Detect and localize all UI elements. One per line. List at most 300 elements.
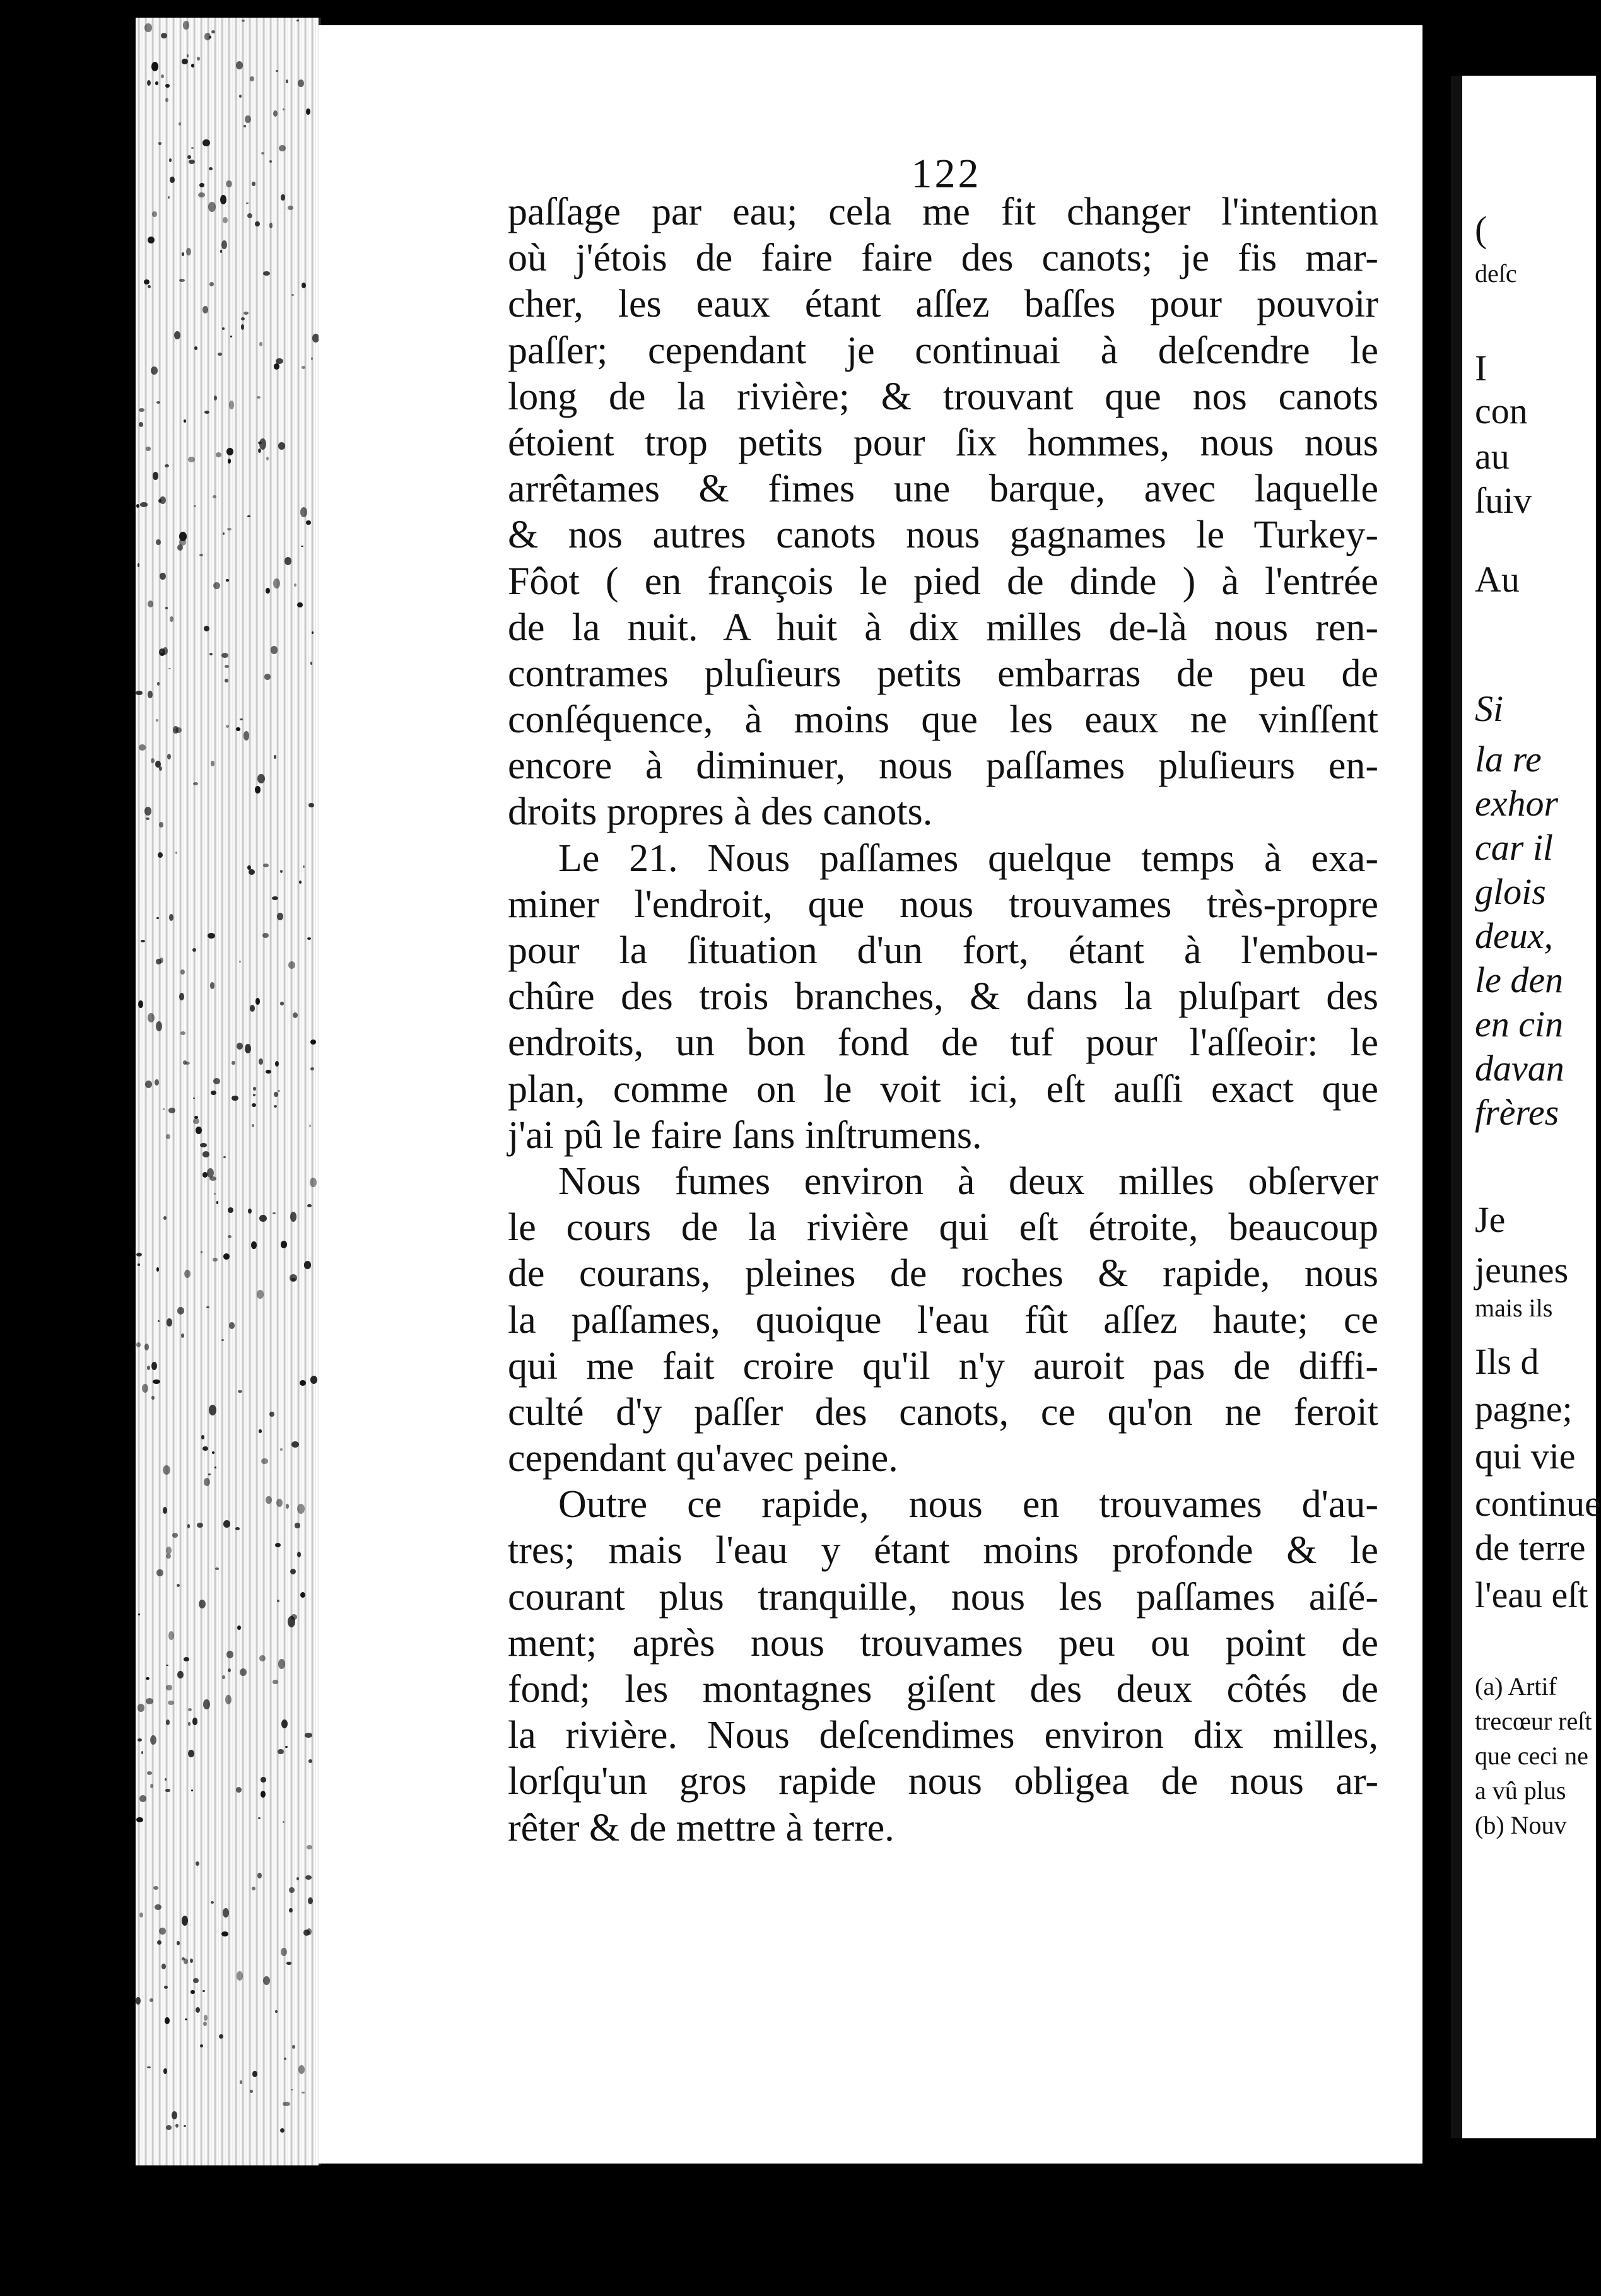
speck bbox=[167, 1318, 172, 1327]
speck bbox=[158, 1320, 160, 1323]
speck bbox=[255, 786, 261, 793]
speck bbox=[148, 691, 153, 698]
speck bbox=[245, 1044, 251, 1054]
speck bbox=[295, 1523, 300, 1528]
speck bbox=[249, 869, 255, 875]
speck bbox=[292, 2045, 295, 2049]
speck bbox=[291, 294, 295, 296]
speck bbox=[302, 366, 305, 369]
speck bbox=[309, 1125, 311, 1127]
speck bbox=[274, 755, 277, 758]
speck bbox=[263, 1976, 270, 1985]
text-line: j'ai pû le faire ſans inſtrumens. bbox=[508, 1113, 982, 1157]
speck bbox=[151, 366, 158, 375]
speck bbox=[161, 74, 164, 78]
speck bbox=[192, 948, 197, 952]
speck bbox=[186, 248, 191, 255]
speck bbox=[198, 192, 205, 197]
speck bbox=[168, 668, 171, 670]
speck bbox=[248, 1209, 252, 1214]
speck bbox=[277, 913, 284, 920]
speck bbox=[184, 1270, 191, 1278]
speck bbox=[187, 155, 191, 159]
speck bbox=[160, 958, 163, 963]
speck bbox=[298, 2065, 305, 2074]
speck bbox=[226, 579, 228, 582]
speck bbox=[277, 1600, 279, 1602]
speck bbox=[222, 1675, 226, 1679]
speck bbox=[151, 62, 158, 71]
text-line: paſſer; cependant je continuai à deſcendre le bbox=[508, 329, 1378, 372]
speck bbox=[160, 573, 166, 580]
speck bbox=[209, 167, 213, 170]
speck bbox=[307, 1845, 312, 1849]
speck bbox=[208, 1473, 211, 1475]
speck bbox=[261, 152, 264, 155]
text-line: Nous fumes environ à deux milles obſerver bbox=[558, 1159, 1378, 1203]
speck bbox=[311, 357, 313, 360]
speck bbox=[274, 1105, 277, 1108]
speck bbox=[241, 317, 245, 320]
speck bbox=[275, 2010, 278, 2012]
speck bbox=[283, 2102, 290, 2106]
text-line: Outre ce rapide, nous en trouvames d'au- bbox=[558, 1483, 1378, 1526]
speck bbox=[223, 1908, 230, 1918]
speck bbox=[275, 1543, 281, 1547]
speck bbox=[214, 395, 217, 401]
speck bbox=[220, 195, 226, 204]
speck bbox=[252, 2071, 257, 2078]
speck bbox=[193, 1098, 195, 1099]
speck bbox=[250, 2090, 252, 2092]
speck bbox=[165, 98, 168, 102]
speck bbox=[237, 1625, 241, 1631]
speck bbox=[202, 306, 209, 313]
text-line: qui me fait croire qu'il n'y auroit pas de diffi- bbox=[508, 1344, 1378, 1388]
speck bbox=[228, 459, 232, 464]
text-line: lorſqu'un gros rapide nous obligea de nous ar- bbox=[508, 1760, 1378, 1803]
facing-page-fragment: ſuiv bbox=[1475, 480, 1532, 521]
speck bbox=[246, 202, 249, 204]
speck bbox=[266, 1070, 271, 1074]
facing-page-fragment: ( bbox=[1475, 209, 1487, 250]
speck bbox=[139, 408, 144, 411]
speck bbox=[153, 472, 158, 481]
speck bbox=[286, 79, 288, 83]
speck bbox=[290, 1212, 296, 1222]
speck bbox=[273, 1212, 276, 1215]
speck bbox=[308, 803, 314, 807]
speck bbox=[168, 1631, 174, 1640]
speck bbox=[173, 726, 178, 734]
speck bbox=[194, 505, 196, 507]
facing-page-fragment: jeunes bbox=[1475, 1250, 1569, 1291]
speck bbox=[227, 528, 231, 530]
speck bbox=[182, 1957, 185, 1960]
speck bbox=[138, 1704, 144, 1712]
speck bbox=[181, 1333, 184, 1338]
speck bbox=[220, 250, 222, 252]
speck bbox=[257, 396, 261, 399]
speck bbox=[165, 607, 168, 609]
speck bbox=[168, 1701, 174, 1705]
speck bbox=[269, 223, 273, 228]
speck bbox=[215, 1567, 219, 1569]
text-line: Le 21. Nous paſſames quelque temps à exa- bbox=[558, 836, 1378, 880]
speck bbox=[299, 881, 302, 884]
speck bbox=[273, 110, 278, 117]
speck bbox=[213, 1078, 221, 1085]
speck bbox=[203, 1699, 210, 1709]
speck bbox=[188, 1708, 192, 1711]
speck bbox=[159, 648, 165, 655]
speck bbox=[196, 1861, 199, 1866]
speck bbox=[203, 2022, 206, 2025]
speck bbox=[240, 718, 242, 720]
speck bbox=[252, 182, 255, 187]
speck bbox=[250, 1005, 255, 1011]
text-line: arrêtames & fimes une barque, avec laquelle bbox=[508, 467, 1378, 511]
speck bbox=[305, 1733, 312, 1738]
speck bbox=[259, 1655, 266, 1661]
speck bbox=[202, 1446, 208, 1451]
speck bbox=[156, 539, 160, 545]
speck bbox=[163, 2068, 167, 2074]
speck bbox=[266, 588, 270, 593]
speck bbox=[263, 864, 269, 867]
speck bbox=[201, 1435, 204, 1439]
speck bbox=[180, 1031, 185, 1035]
speck bbox=[172, 1533, 178, 1538]
speck bbox=[307, 1204, 312, 1207]
speck bbox=[177, 1584, 180, 1587]
speck bbox=[157, 1940, 162, 1945]
speck bbox=[170, 616, 173, 622]
speck bbox=[166, 2125, 172, 2130]
speck bbox=[166, 1685, 173, 1690]
speck bbox=[182, 59, 187, 65]
speck bbox=[167, 754, 172, 759]
speck bbox=[199, 1600, 206, 1608]
speck bbox=[184, 2125, 187, 2128]
speck bbox=[196, 2007, 200, 2013]
speck bbox=[305, 1875, 311, 1879]
speck bbox=[297, 602, 302, 607]
speck bbox=[263, 271, 269, 276]
speck bbox=[141, 940, 145, 942]
speck bbox=[136, 1253, 142, 1256]
speck bbox=[155, 1079, 159, 1086]
speck bbox=[159, 766, 162, 771]
speck bbox=[275, 1061, 279, 1066]
speck bbox=[293, 1012, 298, 1018]
speck bbox=[228, 1235, 232, 1238]
speck bbox=[210, 982, 214, 988]
facing-page-fragment: Je bbox=[1475, 1199, 1506, 1240]
speck bbox=[174, 331, 180, 339]
speck bbox=[284, 2058, 286, 2060]
speck bbox=[153, 1379, 160, 1384]
facing-page-fragment: deux, bbox=[1475, 915, 1553, 956]
speck bbox=[226, 1651, 233, 1659]
speck bbox=[175, 852, 178, 854]
speck bbox=[169, 914, 173, 921]
speck bbox=[225, 665, 229, 667]
text-line: culté d'y paſſer des canots, ce qu'on ne feroit bbox=[508, 1390, 1378, 1434]
speck bbox=[269, 160, 272, 163]
speck bbox=[179, 122, 182, 126]
speck bbox=[242, 20, 245, 22]
speck bbox=[138, 1614, 141, 1615]
speck bbox=[266, 1496, 271, 1504]
text-line: paſſage par eau; cela me fit changer l'intention bbox=[508, 190, 1378, 233]
facing-page-fragment: que ceci ne bbox=[1475, 1742, 1588, 1770]
speck bbox=[138, 1738, 142, 1742]
speck bbox=[280, 870, 283, 873]
speck bbox=[288, 206, 293, 210]
speck bbox=[221, 653, 228, 658]
facing-page-fragment: deſc bbox=[1475, 259, 1517, 288]
text-line: la rivière. Nous deſcendimes environ dix milles, bbox=[508, 1714, 1378, 1757]
text-line: la paſſames, quoique l'eau fût aſſez haute; ce bbox=[508, 1298, 1378, 1342]
speck bbox=[223, 532, 225, 536]
speck bbox=[303, 865, 305, 868]
speck bbox=[155, 1904, 161, 1911]
speck bbox=[156, 401, 160, 404]
speck bbox=[184, 1657, 190, 1661]
speck bbox=[136, 691, 143, 695]
speck bbox=[259, 1058, 263, 1065]
speck bbox=[199, 554, 203, 557]
text-line: rêter & de mettre à terre. bbox=[508, 1806, 894, 1849]
speck bbox=[165, 1789, 170, 1791]
speck bbox=[226, 448, 233, 455]
speck bbox=[158, 142, 161, 145]
speck bbox=[243, 731, 249, 741]
speck bbox=[148, 285, 151, 289]
speck bbox=[271, 646, 278, 653]
speck bbox=[276, 70, 278, 72]
text-line: tres; mais l'eau y étant moins profonde & le bbox=[508, 1529, 1378, 1573]
speck bbox=[225, 679, 228, 682]
speck bbox=[243, 312, 249, 315]
speck bbox=[302, 2092, 305, 2094]
speck bbox=[152, 211, 156, 217]
speck bbox=[175, 2124, 179, 2128]
speck bbox=[146, 1698, 153, 1704]
speck bbox=[194, 346, 197, 350]
speck bbox=[306, 520, 312, 525]
speck bbox=[272, 896, 278, 900]
speck bbox=[214, 1193, 216, 1195]
speck bbox=[259, 1215, 267, 1222]
speck bbox=[138, 563, 140, 567]
speck bbox=[298, 79, 304, 88]
facing-page-fragment: au bbox=[1475, 436, 1510, 477]
text-line: ment; après nous trouvames peu ou point de bbox=[508, 1621, 1378, 1665]
speck bbox=[161, 33, 167, 38]
speck bbox=[184, 419, 186, 423]
speck bbox=[232, 1061, 235, 1065]
speck bbox=[273, 1680, 279, 1684]
speck bbox=[163, 1507, 167, 1514]
text-line: encore à diminuer, nous paſſames pluſieurs en- bbox=[508, 744, 1378, 788]
speck bbox=[204, 33, 211, 40]
speck bbox=[202, 1151, 209, 1157]
speck bbox=[250, 76, 255, 81]
facing-page-fragment: car il bbox=[1475, 827, 1554, 868]
text-line: cependant qu'avec peine. bbox=[508, 1437, 898, 1480]
speck bbox=[202, 1990, 205, 1992]
speck bbox=[166, 1665, 168, 1666]
facing-page-fragment: a vû plus bbox=[1475, 1776, 1566, 1805]
speck bbox=[163, 1216, 167, 1221]
speck bbox=[197, 1523, 203, 1528]
speck bbox=[150, 1784, 153, 1788]
speck bbox=[158, 852, 163, 858]
text-line: conſéquence, à moins que les eaux ne vinſſent bbox=[508, 698, 1378, 742]
speck bbox=[212, 1451, 214, 1453]
speck bbox=[179, 279, 185, 283]
speck bbox=[139, 1912, 143, 1918]
text-line: plan, comme on le voit ici, eſt auſſi exact que bbox=[508, 1067, 1378, 1111]
speck bbox=[166, 1554, 171, 1559]
speck bbox=[274, 1092, 278, 1098]
speck bbox=[199, 183, 205, 188]
speck bbox=[240, 1668, 247, 1677]
speck bbox=[136, 504, 139, 508]
speck bbox=[163, 1108, 165, 1110]
speck bbox=[209, 653, 213, 655]
speck bbox=[151, 1396, 155, 1399]
speck bbox=[153, 1886, 158, 1890]
speck bbox=[262, 933, 269, 938]
speck bbox=[138, 1000, 143, 1008]
speck bbox=[281, 1719, 288, 1728]
text-line: de courans, pleines de roches & rapide, nous bbox=[508, 1252, 1378, 1296]
text-line: contrames pluſieurs petits embarras de peu de bbox=[508, 652, 1378, 695]
speck bbox=[281, 1948, 287, 1955]
speck bbox=[209, 282, 214, 286]
book-spine-edge bbox=[136, 18, 321, 2165]
text-line: cher, les eaux étant aſſez baſſes pour pouvoir bbox=[508, 283, 1378, 326]
speck bbox=[163, 1465, 170, 1475]
speck bbox=[294, 583, 296, 587]
speck bbox=[147, 80, 151, 86]
speck bbox=[182, 1916, 188, 1926]
speck bbox=[243, 125, 245, 127]
speck bbox=[289, 1887, 294, 1894]
speck bbox=[281, 1241, 288, 1248]
speck bbox=[177, 1307, 184, 1315]
speck bbox=[300, 507, 308, 517]
speck bbox=[310, 1178, 317, 1187]
speck bbox=[278, 1090, 280, 1092]
speck bbox=[221, 1339, 224, 1341]
speck bbox=[139, 422, 143, 427]
speck bbox=[255, 998, 260, 1005]
speck bbox=[307, 937, 311, 940]
speck bbox=[155, 81, 159, 85]
speck bbox=[146, 1677, 149, 1680]
text-line: & nos autres canots nous gagnames le Turkey- bbox=[508, 513, 1378, 557]
speck bbox=[148, 600, 153, 607]
speck bbox=[247, 515, 250, 517]
speck bbox=[223, 217, 228, 223]
speck bbox=[278, 1659, 285, 1669]
speck bbox=[193, 1118, 199, 1124]
speck bbox=[252, 1124, 254, 1127]
speck bbox=[172, 2111, 177, 2119]
facing-page-fragment: continue bbox=[1475, 1483, 1601, 1524]
speck bbox=[261, 1791, 266, 1798]
speck bbox=[228, 1207, 233, 1213]
speck bbox=[214, 1467, 216, 1468]
speck bbox=[297, 1504, 305, 1514]
page-body bbox=[508, 189, 1378, 1851]
facing-page-fragment: con bbox=[1475, 390, 1528, 431]
speck bbox=[241, 324, 245, 330]
speck bbox=[252, 1103, 256, 1107]
speck bbox=[144, 279, 149, 284]
speck bbox=[291, 2089, 293, 2090]
speck bbox=[156, 1267, 159, 1271]
speck bbox=[237, 1043, 243, 1050]
speck bbox=[280, 1448, 283, 1450]
facing-page-fragment: Si bbox=[1475, 688, 1504, 729]
speck bbox=[138, 1263, 140, 1266]
speck bbox=[253, 1087, 256, 1091]
speck bbox=[204, 2015, 208, 2020]
speck bbox=[211, 761, 214, 766]
speck bbox=[168, 196, 170, 199]
speck bbox=[144, 807, 151, 816]
speck bbox=[252, 1887, 255, 1890]
speck bbox=[200, 2044, 203, 2047]
speck bbox=[300, 1592, 305, 1598]
speck bbox=[165, 84, 170, 88]
speck bbox=[264, 674, 270, 680]
speck bbox=[165, 2017, 170, 2024]
facing-page-fragment: glois bbox=[1475, 871, 1546, 912]
speck bbox=[261, 1458, 268, 1463]
speck bbox=[141, 1751, 143, 1754]
speck bbox=[288, 961, 295, 969]
facing-page-fragment: Ils d bbox=[1475, 1341, 1539, 1382]
speck bbox=[150, 1735, 156, 1745]
text-line: Fôot ( en françois le pied de dinde ) à l'entrée bbox=[508, 559, 1378, 603]
speck bbox=[191, 1789, 193, 1791]
speck bbox=[274, 363, 280, 370]
speck bbox=[188, 457, 195, 462]
speck bbox=[139, 1795, 146, 1802]
speck bbox=[147, 1771, 152, 1775]
speck bbox=[286, 1504, 290, 1509]
speck bbox=[273, 578, 280, 589]
speck bbox=[183, 21, 189, 29]
speck bbox=[247, 213, 252, 218]
speck bbox=[229, 1322, 235, 1329]
speck bbox=[211, 30, 215, 33]
speck bbox=[156, 719, 158, 722]
speck bbox=[226, 725, 229, 728]
speck bbox=[310, 662, 313, 665]
speck bbox=[223, 1253, 230, 1260]
speck bbox=[151, 1362, 157, 1371]
speck bbox=[142, 1384, 148, 1393]
facing-page-fragment: (a) Artif bbox=[1475, 1672, 1557, 1701]
speck bbox=[228, 1668, 231, 1672]
